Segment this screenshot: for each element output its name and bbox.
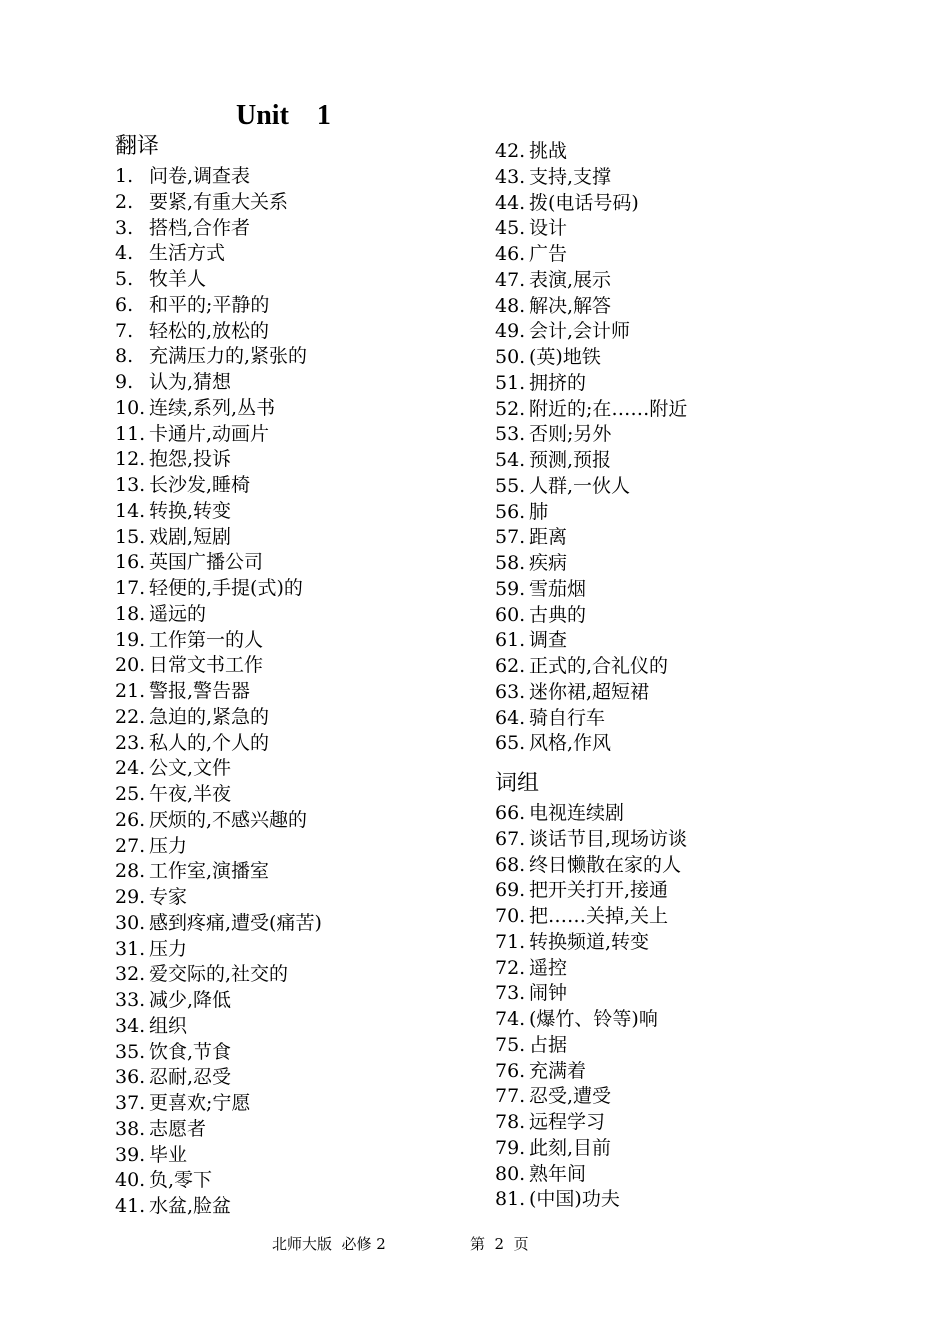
item-text: (中国)功夫	[529, 1188, 620, 1211]
item-number: 79.	[495, 1136, 526, 1159]
list-item	[495, 1033, 855, 1059]
item-number: 55.	[495, 474, 526, 497]
list-item	[115, 1040, 475, 1066]
item-number: 6.	[115, 293, 134, 316]
item-number: 60.	[495, 603, 526, 626]
list-item	[495, 242, 855, 268]
item-number: 42.	[495, 140, 526, 162]
item-number: 15.	[115, 525, 146, 548]
item-text: 设计	[529, 217, 568, 240]
item-text: 认为,猜想	[149, 371, 232, 393]
item-text: 充满着	[529, 1059, 587, 1082]
list-item	[495, 422, 855, 448]
item-text: 调查	[529, 629, 568, 652]
list-item	[115, 602, 475, 628]
item-number: 37.	[115, 1092, 146, 1114]
item-text: 急迫的,紧急的	[149, 705, 270, 728]
list-item	[495, 216, 855, 242]
list-item	[495, 1162, 855, 1188]
item-text: 牧羊人	[149, 268, 207, 290]
item-number: 70.	[495, 905, 526, 927]
item-number: 38.	[115, 1117, 146, 1140]
item-number: 17.	[115, 577, 146, 599]
item-number: 72.	[495, 956, 526, 979]
list-item	[495, 878, 855, 904]
list-item	[495, 706, 855, 732]
item-number: 45.	[495, 217, 526, 240]
list-item	[115, 499, 475, 525]
item-number: 24.	[115, 757, 146, 780]
item-number: 63.	[495, 680, 526, 703]
item-number: 48.	[495, 294, 526, 317]
list-item	[495, 551, 855, 577]
item-text: 远程学习	[529, 1111, 606, 1133]
list-item	[115, 190, 475, 216]
item-text: 问卷,调查表	[149, 165, 251, 187]
item-number: 23.	[115, 731, 146, 754]
list-item	[495, 371, 855, 397]
list-item	[115, 962, 475, 988]
list-item	[115, 1194, 475, 1220]
item-text: 午夜,半夜	[149, 783, 232, 805]
item-number: 54.	[495, 449, 526, 471]
item-number: 35.	[115, 1040, 146, 1063]
item-text: 谈话节目,现场访谈	[529, 827, 688, 850]
list-item	[115, 628, 475, 654]
list-item	[495, 397, 855, 423]
list-item	[115, 885, 475, 911]
item-number: 16.	[115, 551, 146, 574]
item-text: 雪茄烟	[529, 577, 587, 600]
item-number: 18.	[115, 602, 146, 625]
list-item	[115, 396, 475, 422]
item-text: 私人的,个人的	[149, 731, 270, 754]
item-number: 21.	[115, 680, 146, 702]
item-number: 9.	[115, 371, 134, 393]
list-item	[115, 911, 475, 937]
item-number: 69.	[495, 879, 526, 902]
item-text: 轻松的,放松的	[149, 319, 270, 342]
item-number: 67.	[495, 827, 526, 850]
item-number: 49.	[495, 320, 526, 343]
item-number: 3.	[115, 216, 134, 239]
list-item	[495, 930, 855, 956]
item-number: 80.	[495, 1162, 526, 1185]
list-item	[495, 319, 855, 345]
item-number: 58.	[495, 552, 526, 574]
item-text: 拨(电话号码)	[529, 191, 639, 214]
item-text: 生活方式	[149, 242, 226, 265]
list-item	[495, 1136, 855, 1162]
item-number: 2.	[115, 190, 134, 213]
list-item	[115, 422, 475, 448]
item-text: 忍耐,忍受	[149, 1066, 232, 1089]
item-number: 65.	[495, 732, 526, 755]
list-item	[495, 1110, 855, 1136]
item-number: 75.	[495, 1033, 526, 1056]
list-item	[495, 827, 855, 853]
list-item	[495, 603, 855, 629]
list-item	[495, 1084, 855, 1110]
section-heading-translation: 翻译	[115, 134, 160, 159]
item-number: 68.	[495, 853, 526, 876]
item-text: 警报,警告器	[149, 680, 251, 702]
list-item	[495, 345, 855, 371]
item-text: 英国广播公司	[149, 551, 264, 574]
list-item	[495, 268, 855, 294]
item-text: 充满压力的,紧张的	[149, 345, 308, 368]
item-number: 44.	[495, 191, 526, 214]
item-text: 人群,一伙人	[529, 474, 631, 497]
item-text: 支持,支撑	[529, 165, 612, 188]
item-number: 4.	[115, 242, 134, 265]
list-item	[495, 981, 855, 1007]
list-item	[495, 139, 855, 165]
item-number: 20.	[115, 654, 146, 677]
item-number: 31.	[115, 937, 146, 960]
list-item	[115, 988, 475, 1014]
item-text: 爱交际的,社交的	[149, 963, 289, 986]
list-item	[115, 473, 475, 499]
item-text: 压力	[149, 834, 188, 857]
item-text: 厌烦的,不感兴趣的	[149, 808, 308, 831]
item-text: 工作第一的人	[149, 628, 264, 651]
item-text: 附近的;在……附近	[529, 397, 688, 420]
item-text: 把……关掉,关上	[529, 905, 669, 927]
list-item	[495, 680, 855, 706]
list-item	[115, 731, 475, 757]
list-item	[495, 801, 855, 827]
item-number: 40.	[115, 1169, 146, 1192]
list-item	[115, 705, 475, 731]
item-text: 连续,系列,丛书	[149, 396, 276, 419]
list-item	[115, 550, 475, 576]
item-text: 骑自行车	[529, 706, 606, 729]
list-item	[115, 216, 475, 242]
list-item	[495, 448, 855, 474]
list-item	[115, 576, 475, 602]
item-number: 25.	[115, 783, 146, 805]
item-number: 57.	[495, 526, 526, 549]
item-text: 此刻,目前	[529, 1136, 612, 1159]
item-text: 毕业	[149, 1143, 188, 1166]
left-column	[115, 130, 475, 1220]
list-item	[495, 956, 855, 982]
list-item	[115, 679, 475, 705]
item-number: 56.	[495, 500, 526, 523]
item-number: 22.	[115, 705, 146, 728]
item-text: 转换频道,转变	[529, 930, 650, 953]
item-number: 36.	[115, 1066, 146, 1089]
item-text: 忍受,遭受	[529, 1085, 612, 1108]
list-item	[115, 1065, 475, 1091]
list-item	[495, 654, 855, 680]
item-number: 32.	[115, 963, 146, 986]
item-text: 会计,会计师	[529, 320, 631, 343]
item-text: 否则;另外	[529, 423, 612, 446]
list-item	[115, 782, 475, 808]
item-number: 13.	[115, 474, 146, 496]
item-text: 饮食,节食	[149, 1040, 232, 1063]
list-item	[495, 853, 855, 879]
item-number: 53.	[495, 423, 526, 446]
list-item	[495, 500, 855, 526]
item-text: 把开关打开,接通	[529, 879, 669, 902]
item-number: 61.	[495, 629, 526, 652]
item-text: 更喜欢;宁愿	[149, 1092, 251, 1114]
list-item	[115, 164, 475, 190]
list-item	[115, 370, 475, 396]
unit-title: Unit 1	[236, 100, 331, 131]
list-item	[115, 1168, 475, 1194]
item-text: 解决,解答	[529, 294, 612, 317]
list-item	[115, 1091, 475, 1117]
vocab-list-left	[115, 164, 475, 1220]
item-text: 挑战	[529, 140, 568, 162]
item-text: (英)地铁	[529, 346, 601, 368]
list-item	[495, 191, 855, 217]
item-text: 熟年间	[529, 1162, 587, 1185]
item-number: 28.	[115, 860, 146, 883]
item-number: 46.	[495, 243, 526, 265]
item-number: 64.	[495, 706, 526, 729]
list-item	[495, 577, 855, 603]
right-column	[495, 139, 855, 1213]
item-text: 日常文书工作	[149, 654, 264, 677]
item-number: 62.	[495, 655, 526, 677]
list-item	[495, 731, 855, 757]
item-text: 卡通片,动画片	[149, 422, 270, 445]
list-item	[495, 628, 855, 654]
footer-page-number: 第 2 页	[470, 1235, 529, 1253]
list-item	[495, 165, 855, 191]
item-text: 压力	[149, 937, 188, 960]
list-item	[115, 834, 475, 860]
list-item	[115, 344, 475, 370]
list-item	[115, 756, 475, 782]
item-text: 抱怨,投诉	[149, 448, 232, 471]
item-text: 闹钟	[529, 982, 568, 1005]
list-item	[115, 267, 475, 293]
item-number: 33.	[115, 989, 146, 1011]
footer-edition: 北师大版 必修 2	[272, 1235, 386, 1253]
item-text: 广告	[529, 243, 568, 265]
item-number: 11.	[115, 422, 146, 445]
item-number: 26.	[115, 808, 146, 831]
phrase-list	[495, 801, 855, 1213]
item-number: 8.	[115, 345, 134, 368]
list-item	[115, 319, 475, 345]
item-number: 78.	[495, 1111, 526, 1133]
item-number: 47.	[495, 268, 526, 291]
item-text: 电视连续剧	[529, 802, 625, 824]
item-text: 工作室,演播室	[149, 860, 270, 883]
list-item	[115, 1143, 475, 1169]
vocab-list-right	[495, 139, 855, 757]
item-number: 81.	[495, 1188, 526, 1211]
item-number: 66.	[495, 802, 526, 824]
item-number: 12.	[115, 448, 146, 471]
list-item	[115, 1014, 475, 1040]
list-item	[495, 474, 855, 500]
item-text: 古典的	[529, 603, 587, 626]
list-item	[115, 808, 475, 834]
item-text: 专家	[149, 886, 188, 908]
item-number: 29.	[115, 886, 146, 908]
item-text: (爆竹、铃等)响	[529, 1008, 658, 1030]
item-text: 拥挤的	[529, 371, 587, 394]
list-item	[495, 294, 855, 320]
item-number: 52.	[495, 397, 526, 420]
item-number: 51.	[495, 371, 526, 394]
item-number: 14.	[115, 499, 146, 522]
list-item	[115, 653, 475, 679]
item-number: 50.	[495, 346, 526, 368]
item-text: 轻便的,手提(式)的	[149, 577, 303, 599]
item-number: 39.	[115, 1143, 146, 1166]
item-text: 迷你裙,超短裙	[529, 680, 650, 703]
item-number: 74.	[495, 1008, 526, 1030]
list-item	[495, 904, 855, 930]
item-number: 7.	[115, 319, 134, 342]
item-text: 占据	[529, 1033, 568, 1056]
item-text: 和平的;平静的	[149, 293, 270, 316]
item-text: 预测,预报	[529, 449, 612, 471]
item-text: 长沙发,睡椅	[149, 474, 251, 496]
item-number: 1.	[115, 165, 134, 187]
item-text: 志愿者	[149, 1117, 207, 1140]
item-text: 遥远的	[149, 602, 207, 625]
list-item	[115, 1117, 475, 1143]
item-text: 要紧,有重大关系	[149, 190, 289, 213]
item-text: 公文,文件	[149, 757, 232, 780]
item-text: 感到疼痛,遭受(痛苦)	[149, 911, 322, 934]
item-number: 30.	[115, 911, 146, 934]
item-number: 19.	[115, 628, 146, 651]
list-item	[495, 1007, 855, 1033]
item-text: 遥控	[529, 956, 568, 979]
list-item	[115, 241, 475, 267]
list-item	[495, 525, 855, 551]
item-number: 73.	[495, 982, 526, 1005]
item-number: 71.	[495, 930, 526, 953]
section-heading-phrases: 词组	[495, 771, 540, 796]
item-text: 搭档,合作者	[149, 216, 251, 239]
item-number: 59.	[495, 577, 526, 600]
item-number: 34.	[115, 1014, 146, 1037]
item-text: 风格,作风	[529, 732, 612, 755]
item-text: 肺	[529, 500, 549, 523]
item-text: 组织	[149, 1014, 188, 1037]
item-number: 76.	[495, 1059, 526, 1082]
item-number: 43.	[495, 165, 526, 188]
item-text: 减少,降低	[149, 989, 232, 1011]
list-item	[115, 293, 475, 319]
list-item	[495, 1187, 855, 1213]
list-item	[115, 859, 475, 885]
list-item	[115, 525, 475, 551]
list-item	[115, 447, 475, 473]
list-item	[115, 937, 475, 963]
item-text: 转换,转变	[149, 499, 232, 522]
list-item	[495, 1059, 855, 1085]
item-number: 41.	[115, 1195, 146, 1217]
item-text: 戏剧,短剧	[149, 525, 232, 548]
item-number: 10.	[115, 396, 146, 419]
item-number: 5.	[115, 268, 134, 290]
item-number: 27.	[115, 834, 146, 857]
item-text: 正式的,合礼仪的	[529, 655, 669, 677]
item-number: 77.	[495, 1085, 526, 1108]
item-text: 负,零下	[149, 1169, 213, 1192]
item-text: 终日懒散在家的人	[529, 853, 682, 876]
item-text: 表演,展示	[529, 268, 612, 291]
item-text: 水盆,脸盆	[149, 1195, 232, 1217]
item-text: 疾病	[529, 552, 568, 574]
item-text: 距离	[529, 526, 568, 549]
